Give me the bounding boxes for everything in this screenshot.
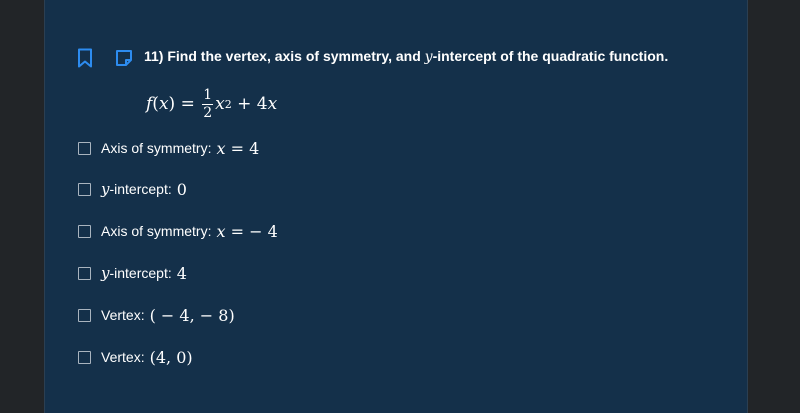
function-name: f bbox=[146, 94, 153, 114]
option-axis-of-symmetry-4[interactable] bbox=[78, 137, 259, 159]
checkbox[interactable] bbox=[78, 225, 91, 238]
option-math-value: = 4 bbox=[230, 138, 260, 158]
checkbox[interactable] bbox=[78, 351, 91, 364]
term-exponent: 2 bbox=[224, 97, 232, 111]
option-var: y bbox=[101, 264, 110, 282]
option-label: -intercept: bbox=[109, 265, 172, 281]
option-math-value: = − 4 bbox=[230, 221, 278, 241]
question-var: y bbox=[424, 49, 433, 65]
function-rest: + 4 bbox=[237, 94, 268, 114]
option-label: -intercept: bbox=[109, 181, 172, 197]
option-math-value: 0 bbox=[176, 179, 187, 199]
bookmark-icon[interactable] bbox=[77, 48, 93, 68]
fraction-denominator: 2 bbox=[203, 104, 213, 121]
option-math-value: ( − 4, − 8) bbox=[149, 305, 235, 325]
option-math-var: x bbox=[216, 138, 226, 158]
option-math bbox=[150, 306, 235, 325]
question-text-before: Find the vertex, axis of symmetry, and bbox=[167, 48, 421, 64]
checkbox[interactable] bbox=[78, 309, 91, 322]
option-y-intercept-0[interactable] bbox=[78, 178, 187, 200]
option-math-value: 4 bbox=[176, 263, 187, 283]
fraction-numerator: 1 bbox=[203, 86, 213, 103]
option-math bbox=[177, 180, 187, 199]
question-text bbox=[144, 48, 668, 65]
option-label: Axis of symmetry: bbox=[101, 223, 212, 239]
option-axis-of-symmetry-neg4[interactable] bbox=[78, 220, 278, 242]
option-math-var: x bbox=[216, 221, 226, 241]
option-var: y bbox=[101, 180, 110, 198]
option-math bbox=[216, 139, 259, 158]
checkbox[interactable] bbox=[78, 142, 91, 155]
option-math-value: (4, 0) bbox=[149, 347, 193, 367]
fraction bbox=[202, 88, 213, 121]
question-number: 11) bbox=[144, 48, 164, 64]
option-label: Vertex: bbox=[101, 349, 145, 365]
option-vertex-neg4-neg8[interactable] bbox=[78, 304, 235, 326]
function-var: x bbox=[158, 94, 169, 114]
function-equation: f ( x ) = $\frac{1}{2}$ x 2 + 4 x bbox=[146, 86, 278, 121]
option-y-intercept-4[interactable] bbox=[78, 262, 187, 284]
question-text-after: -intercept of the quadratic function. bbox=[432, 48, 669, 64]
option-math bbox=[177, 264, 187, 283]
function-rest-var: x bbox=[267, 94, 278, 114]
option-label: Axis of symmetry: bbox=[101, 140, 212, 156]
checkbox[interactable] bbox=[78, 183, 91, 196]
checkbox[interactable] bbox=[78, 267, 91, 280]
option-math bbox=[150, 348, 193, 367]
option-math bbox=[216, 222, 277, 241]
option-label: Vertex: bbox=[101, 307, 145, 323]
option-vertex-4-0[interactable] bbox=[78, 346, 193, 368]
note-icon[interactable] bbox=[115, 49, 133, 67]
term-var: x bbox=[215, 94, 225, 114]
